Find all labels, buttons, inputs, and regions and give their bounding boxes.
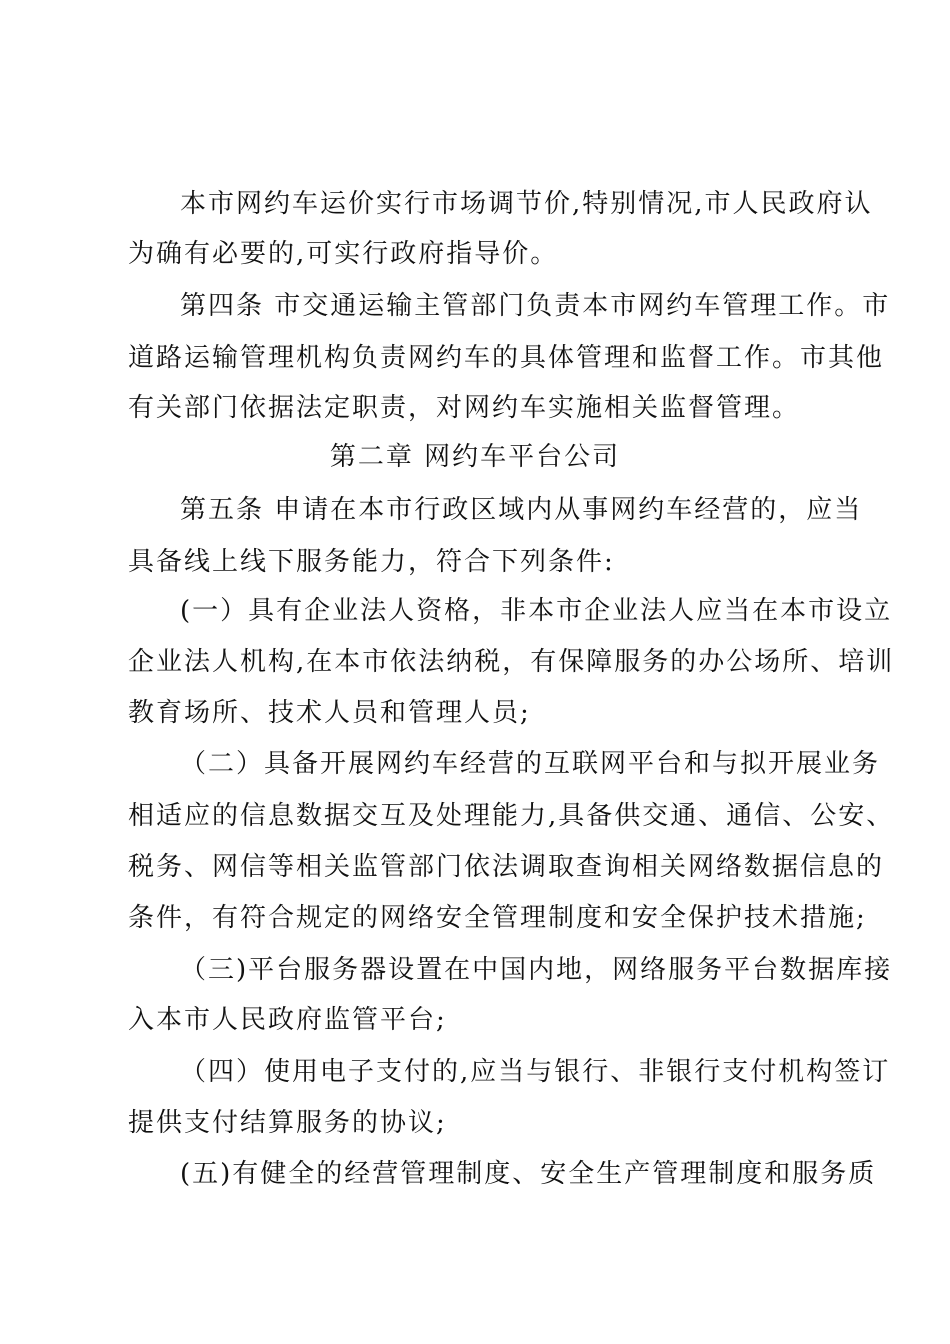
chapter-heading: 第二章 网约车平台公司 xyxy=(329,442,621,472)
text-line: 第四条 市交通运输主管部门负责本市网约车管理工作。市 xyxy=(180,291,891,321)
text-line: 企业法人机构,在本市依法纳税，有保障服务的办公场所、培训 xyxy=(128,647,895,677)
text-line: 相适应的信息数据交互及处理能力,具备供交通、通信、公安、 xyxy=(128,801,895,831)
text-line: （三)平台服务器设置在中国内地，网络服务平台数据库接 xyxy=(180,955,893,985)
text-line: 本市网约车运价实行市场调节价,特别情况,市人民政府认 xyxy=(180,189,873,219)
text-line: 为确有必要的,可实行政府指导价。 xyxy=(128,239,559,269)
text-line: 有关部门依据法定职责，对网约车实施相关监督管理。 xyxy=(128,393,801,423)
text-line: (一）具有企业法人资格，非本市企业法人应当在本市设立 xyxy=(180,596,893,626)
text-line: 道路运输管理机构负责网约车的具体管理和监督工作。市其他 xyxy=(128,343,885,373)
text-line: 教育场所、技术人员和管理人员; xyxy=(128,698,531,728)
text-line: 第五条 申请在本市行政区域内从事网约车经营的，应当 xyxy=(180,495,863,525)
text-line: 具备线上线下服务能力，符合下列条件: xyxy=(128,547,615,577)
text-line: （二）具备开展网约车经营的互联网平台和与拟开展业务 xyxy=(180,749,881,779)
text-line: 入本市人民政府监管平台; xyxy=(128,1005,447,1035)
text-line: (五)有健全的经营管理制度、安全生产管理制度和服务质 xyxy=(180,1159,877,1189)
text-line: 税务、网信等相关监管部门依法调取查询相关网络数据信息的 xyxy=(128,852,885,882)
text-line: 条件，有符合规定的网络安全管理制度和安全保护技术措施; xyxy=(128,903,867,933)
text-line: 提供支付结算服务的协议; xyxy=(128,1108,447,1138)
text-line: （四）使用电子支付的,应当与银行、非银行支付机构签订 xyxy=(180,1057,891,1087)
